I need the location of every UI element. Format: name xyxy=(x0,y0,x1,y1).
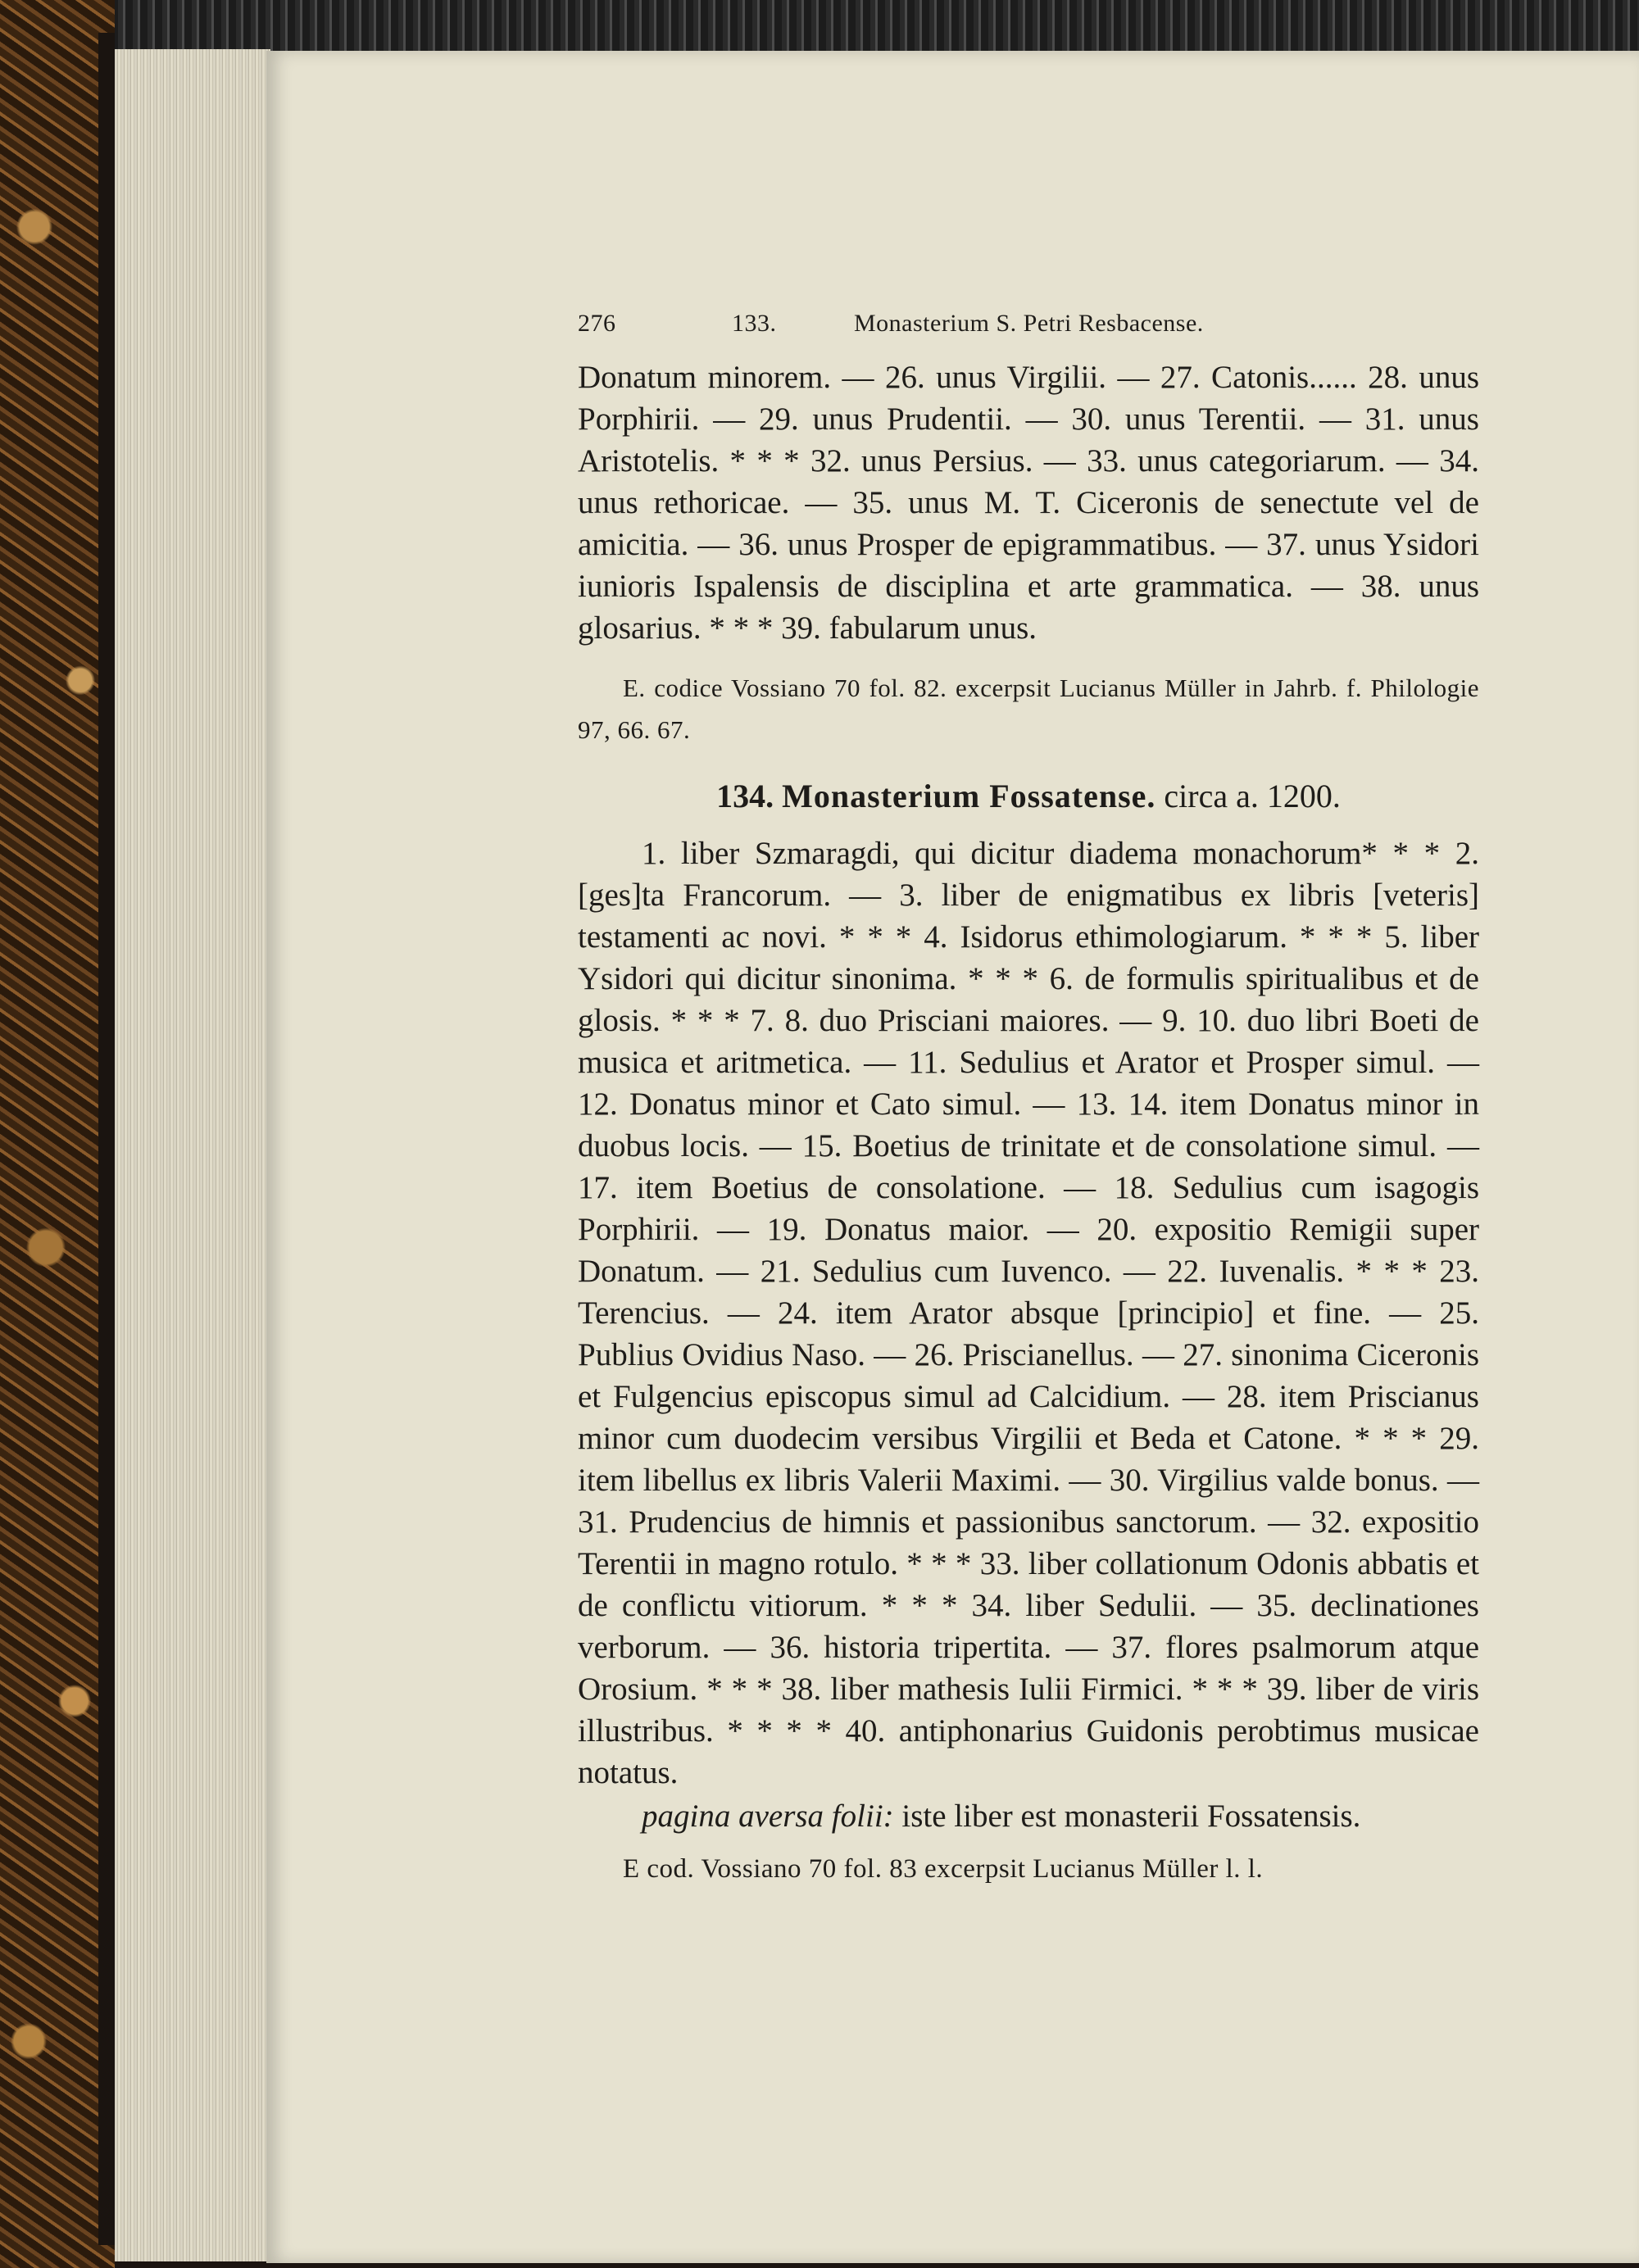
heading-name: Monasterium Fossatense. xyxy=(782,778,1156,814)
aversa-text: iste liber est monasterii Fossatensis. xyxy=(901,1799,1361,1834)
source-note: E. codice Vossiano 70 fol. 82. excerpsit Lucianus Müller in Jahrb. f. Philologie 97, 66. 67. xyxy=(578,674,1479,744)
page-text xyxy=(578,307,1479,1890)
paragraph-catalog: 1. liber Szmaragdi, qui dicitur diadema monachorum* * * 2. [ges]ta Francorum. — 3. liber de enigmatibus ex libris [veteris] testamenti ac novi. * * * 4. Isidorus ethimologiarum. * * * 5. liber Ysidori qui dicitur sinonima. * * * 6. de formulis spiritualibus et de glosis. * * * 7. 8. duo Prisciani maiores. — 9. 10. duo libri Boeti de musica et aritmetica. — 11. Sedulius et Arator et Prosper simul. — 12. Donatus minor et Cato simul. — 13. 14. item Donatus minor in duobus locis. — 15. Boetius de trinitate et de consolatione simul. — 17. item Boetius de consolatione. — 18. Sedulius cum isagogis Porphirii. — 19. Donatus maior. — 20. expositio Remigii super Donatum. — 21. Sedulius cum Iuvenco. — 22. Iuvenalis. * * * 23. Terencius. — 24. item Arator absque [principio] et fine. — 25. Publius Ovidius Naso. — 26. Priscianellus. — 27. sinonima Ciceronis et Fulgencius episcopus simul ad Calcidium. — 28. item Priscianus minor cum duodecim versibus Virgilii et Beda et Catone. * * * 29. item libellus ex libris Valerii Maximi. — 30. Virgilius valde bonus. — 31. Prudencius de himnis et passionibus sanctorum. — 32. expositio Terentii in magno rotulo. * * * 33. liber collationum Odonis abbatis et de conflictu vitiorum. * * * 34. liber Sedulii. — 35. declinationes verborum. — 36. historia tripertita. — 37. flores psalmorum atque Orosium. * * * 38. liber mathesis Iulii Firmici. * * * 39. liber de viris illustribus. * * * * 40. antiphonarius Guidonis perobtimus musicae notatus. xyxy=(578,836,1479,1790)
source-note-2: E cod. Vossiano 70 fol. 83 excerpsit Lucianus Müller l. l. xyxy=(623,1854,1264,1884)
page-number: 276 xyxy=(578,310,616,337)
page-fore-edge xyxy=(115,49,270,2261)
aversa-line xyxy=(578,1795,1479,1837)
section-heading xyxy=(578,775,1479,818)
running-header xyxy=(578,307,1479,356)
section-number: 133. xyxy=(732,310,777,337)
paragraph-catalog-continuation: Donatum minorem. — 26. unus Virgilii. — 27. Catonis...... 28. unus Porphirii. — 29. unus Prudentii. — 30. unus Terentii. — 31. unus Aristotelis. * * * 32. unus Persius. — 33. unus categoriarum. — 34. unus rethoricae. — 35. unus M. T. Ciceronis de senectute vel de amicitia. — 36. unus Prosper de epigrammatibus. — 37. unus Ysidori iunioris Ispalensis de disciplina et arte grammatica. — 38. unus glosarius. * * * 39. fabularum unus. xyxy=(578,360,1479,646)
heading-number: 134. xyxy=(716,778,774,814)
marbled-cover xyxy=(0,0,115,2268)
cover-edge xyxy=(98,33,115,2245)
heading-date: circa a. 1200. xyxy=(1164,778,1341,814)
aversa-label: pagina aversa folii: xyxy=(642,1799,894,1834)
running-title: Monasterium S. Petri Resbacense. xyxy=(854,310,1204,337)
